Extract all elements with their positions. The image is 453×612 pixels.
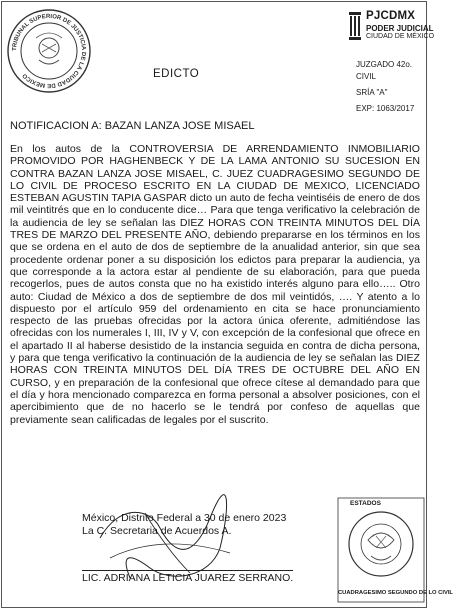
- edict-body: En los autos de la CONTROVERSIA DE ARRENDAMIENTO INMOBILIARIO PROMOVIDO POR HAGHENBECK Y DE LA LAMA ANTONIO SU SUCESION EN CONTRA BAZAN LANZA JOSE MISAEL, C. JUEZ CUADRAGESIMO SEGUNDO DE LO CIVIL DE PROCESO ESCRITO EN LA CIUDAD DE MEXICO, LICENCIADO ESTEBAN AGUSTIN TAPIA GASPAR dicto un auto de fecha veintiséis de enero de dos mil veintitrés que en lo conducente dice… Para que tenga verificativo la celebración de la audiencia de ley se señalan las DIEZ HORAS CON TREINTA MINUTOS DEL DÍA TRES DE MARZO DEL PRESENTE AÑO, debiendo prepararse en los términos en los que se ordena en el auto de dos de septiembre de la anualidad anterior, sin que sea procedente ordenar poner a su disposición los edictos para preparar la audiencia, ya que corresponde a la actora estar al pendiente de su elaboración, para que pueda recogerlos, pues de autos consta que no ha existido interés alguno para ello….. Otro auto: Ciudad de México a dos de septiembre de dos mil veintidós, …. Y atento a lo dispuesto por el artículo 959 del ordenamiento en cita se hace pronunciamiento respecto de las pruebas ofrecidas por la actora única oferente, admitiéndose las ofrecidas con los numerales I, III, IV y V, con excepción de la confesional que ofrece en el apartado II al haberse desistido de la instancia seguida en contra de dicha persona, y para que tenga verificativo la continuación de la audiencia de ley se señalan las DIEZ HORAS CON TREINTA MINUTOS DEL DÍA TRES DE OCTUBRE DEL AÑO EN CURSO, y en preparación de la confesional que ofrece cítese al demandado para que el día y hora mencionado comparezca en forma personal a absolver posiciones, con el apercibimiento que de no hacerlo se le tendrá por confeso de aquellas que previamente sean calificadas de legales por el suscrito.: [10, 143, 420, 426]
- page-title: EDICTO: [153, 68, 200, 80]
- seal-top-text: ESTADOS: [350, 500, 381, 507]
- court-label: JUZGADO 42o.: [356, 60, 413, 69]
- secretaria-label: SRÍA "A": [356, 88, 388, 97]
- tribunal-seal: [6, 8, 92, 94]
- court-seal: [336, 496, 426, 604]
- place-date: México, Distrito Federal a 30 de enero 2023: [82, 512, 287, 524]
- seal-text: TRIBUNAL SUPERIOR DE JUSTICIA DE LA CIUDAD DE MEXICO: [11, 13, 87, 89]
- pillar-icon: [348, 12, 362, 40]
- svg-text:TRIBUNAL SUPERIOR DE JUSTICIA: [12, 14, 86, 88]
- logo-name: PJCDMX: [366, 10, 416, 22]
- logo-subtitle: PODER JUDICIAL: [366, 24, 434, 33]
- edict-page: [1, 1, 453, 608]
- expediente-label: EXP: 1063/2017: [356, 104, 415, 113]
- signer-name: LIC. ADRIANA LETICIA JUAREZ SERRANO.: [82, 572, 294, 584]
- court-type: CIVIL: [356, 72, 377, 81]
- logo-city: CIUDAD DE MÉXICO: [366, 33, 435, 40]
- notification-line: NOTIFICACION A: BAZAN LANZA JOSE MISAEL: [10, 120, 255, 132]
- seal-bottom-text: CUADRAGESIMO SEGUNDO DE LO CIVIL: [338, 590, 453, 596]
- signer-role: La C. Secretaria de Acuerdos A.: [82, 525, 232, 537]
